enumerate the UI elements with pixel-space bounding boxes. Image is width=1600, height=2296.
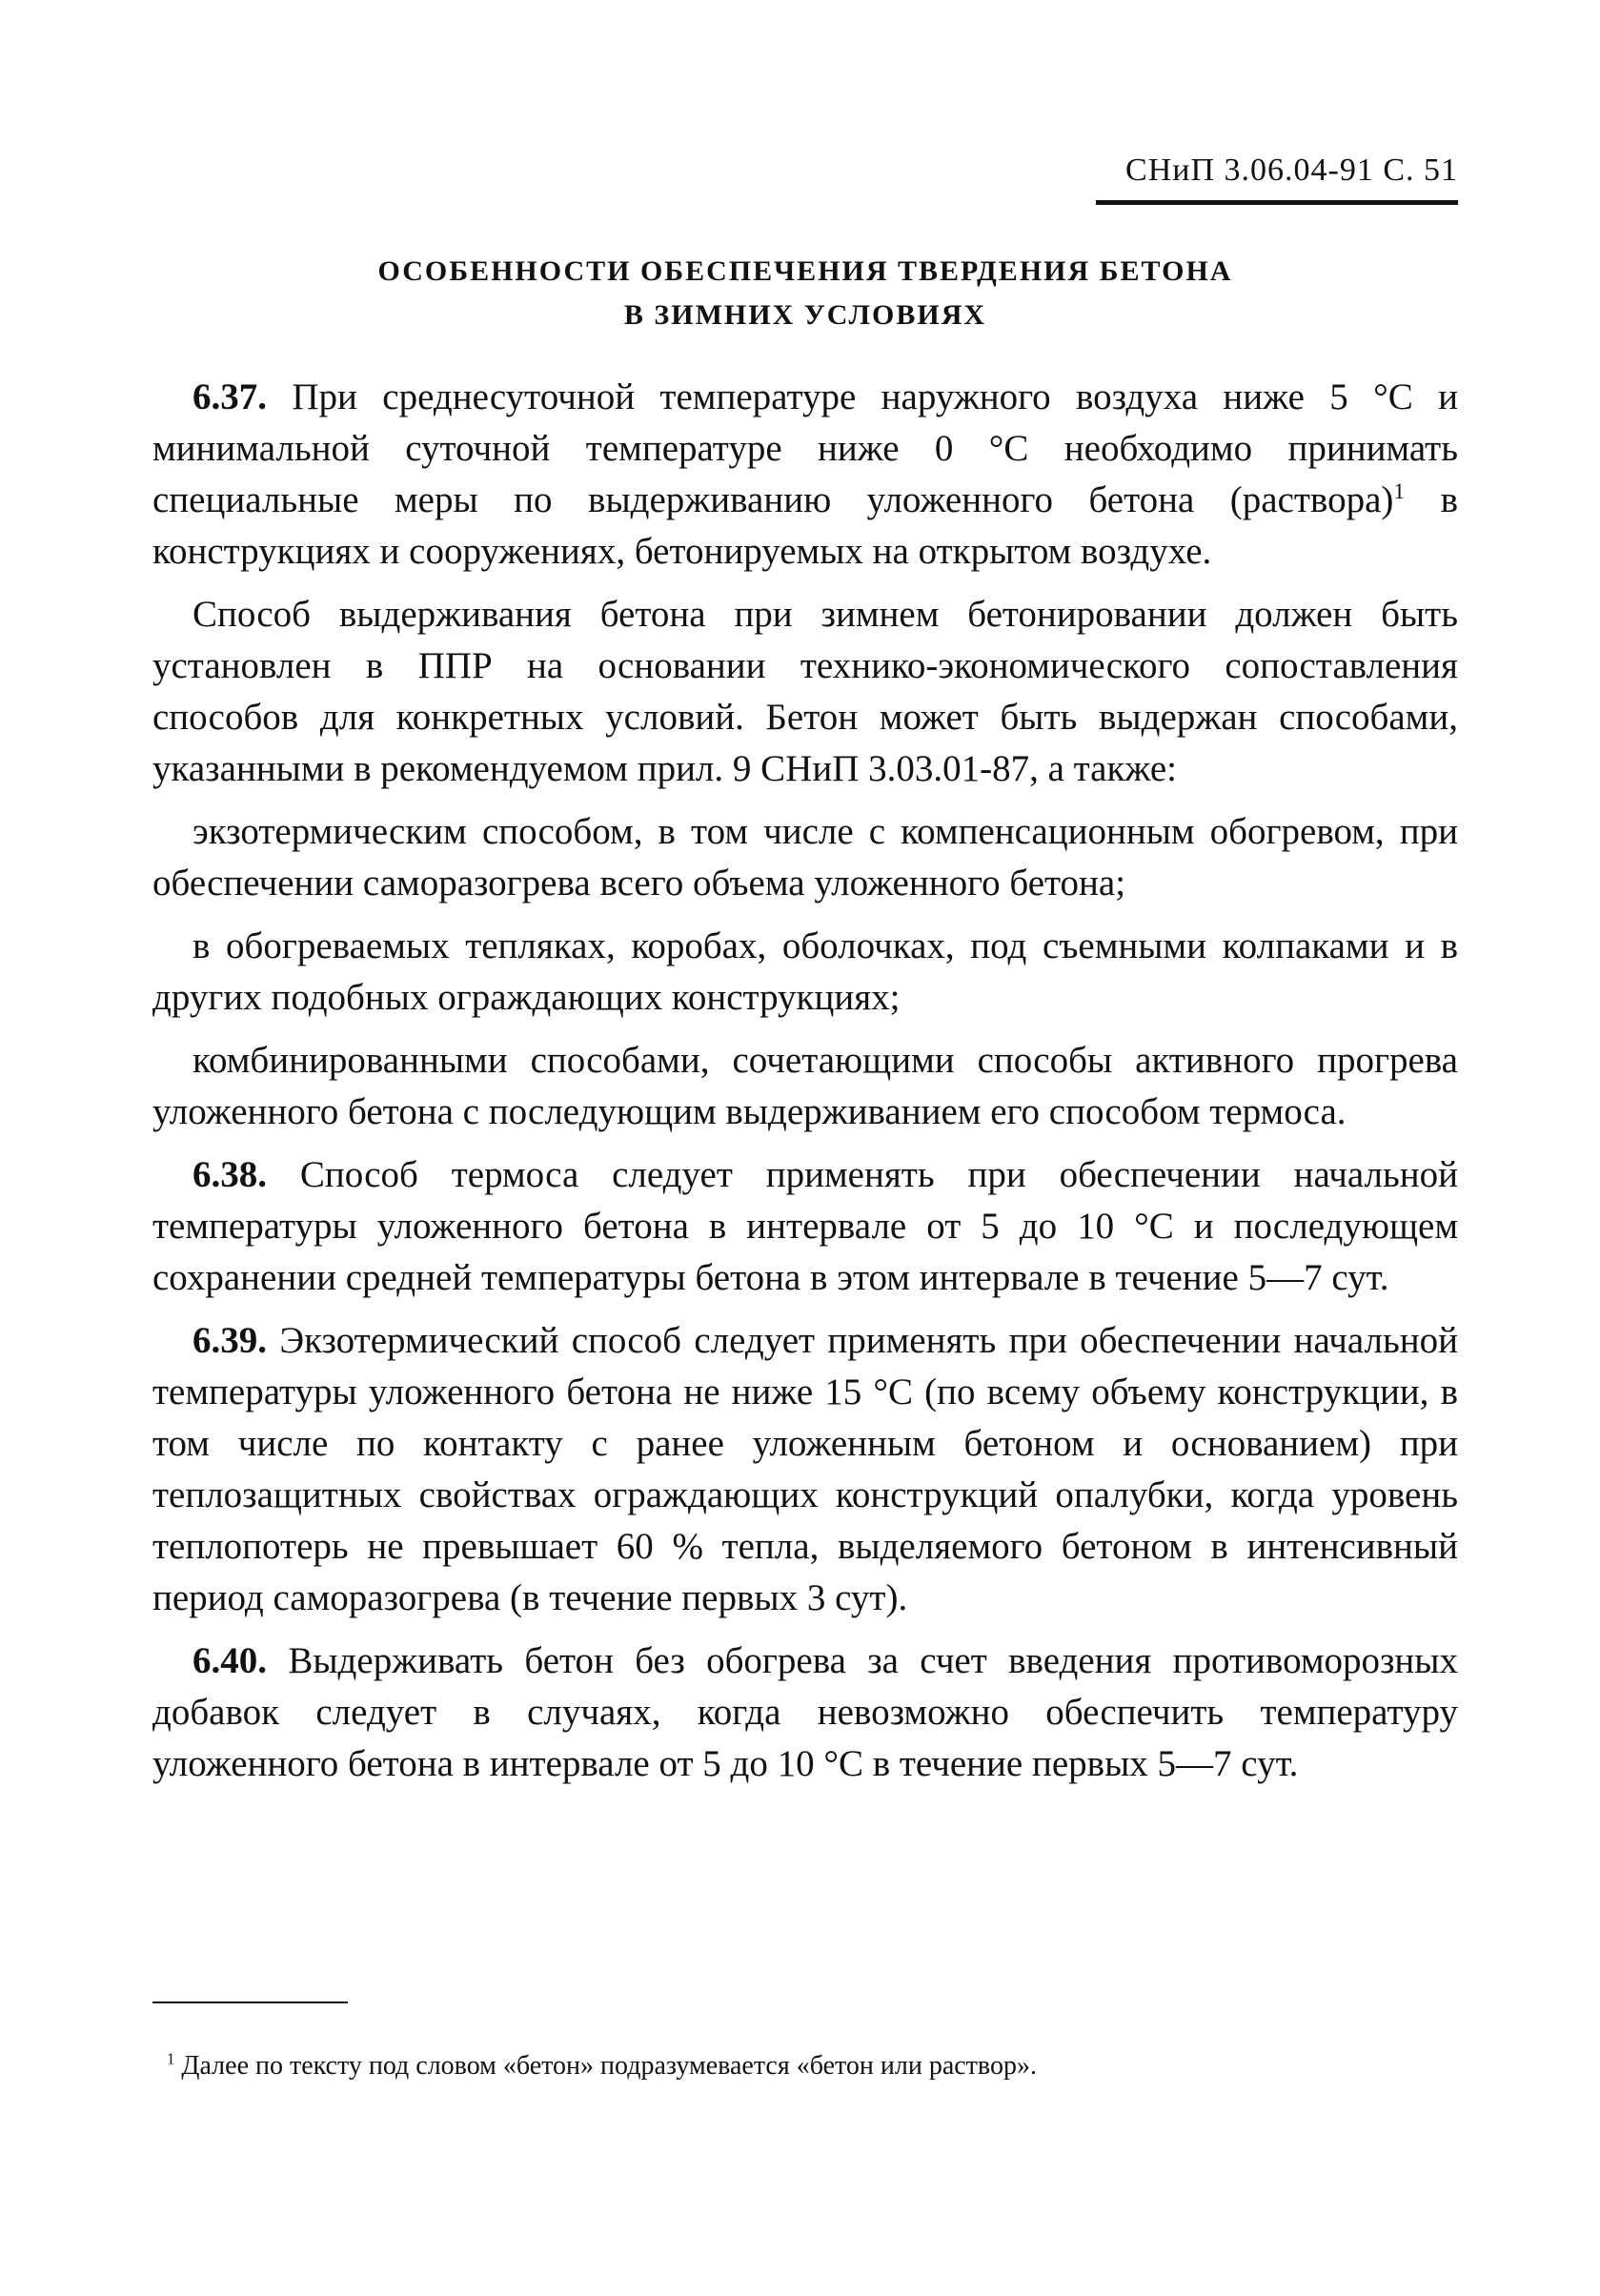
list-item-exothermic: экзотермическим способом, в том числе с компенсационным обогревом, при обеспечении саморазогрева всего объема уложенного бетона; — [152, 811, 1458, 904]
section-title-line-1: ОСОБЕННОСТИ ОБЕСПЕЧЕНИЯ ТВЕРДЕНИЯ БЕТОНА — [377, 255, 1233, 287]
paragraph-text: в конструкциях и сооружениях, бетонируемых на открытом воздухе. — [152, 479, 1458, 572]
clause-number: 6.37. — [192, 376, 267, 417]
paragraph-text: Выдерживать бетон без обогрева за счет введения противоморозных добавок следует в случаях, когда невозможно обеспечить температуру уложенного бетона в интервале от 5 до 10 °С в течение первых 5—7 сут. — [152, 1640, 1458, 1784]
list-item-combined-methods: комбинированными способами, сочетающими способы активного прогрева уложенного бетона с последующим выдерживанием его способом термоса. — [152, 1040, 1458, 1132]
header-rule — [1096, 200, 1458, 205]
paragraph-6-37-continued: Способ выдерживания бетона при зимнем бетонировании должен быть установлен в ППР на основании технико-экономического сопоставления способов для конкретных условий. Бетон может быть выдержан способами, указанными в рекомендуемом прил. 9 СНиП 3.03.01-87, а также: — [152, 594, 1458, 789]
footnote-marker: 1 — [167, 2049, 175, 2068]
list-item-heated-enclosures: в обогреваемых тепляках, коробах, оболочках, под съемными колпаками и в других подобных ограждающих конструкциях; — [152, 925, 1458, 1018]
document-body — [152, 372, 1458, 1801]
footnote-text: Далее по тексту под словом «бетон» подразумевается «бетон или раствор». — [174, 2051, 1037, 2081]
section-title — [152, 250, 1458, 337]
paragraph-6-38 — [152, 1149, 1458, 1304]
footnote-rule — [152, 2001, 348, 2003]
clause-number: 6.40. — [192, 1640, 267, 1681]
page-header: СНиП 3.06.04-91 С. 51 — [1125, 152, 1458, 188]
paragraph-text: Экзотермический способ следует применять при обеспечении начальной температуры уложенного бетона не ниже 15 °С (по всему объему конструкции, в том числе по контакту с ранее уложенным бетоном и основанием) при теплозащитных свойствах ограждающих конструкций опалубки, когда уровень теплопотерь не превышает 60 % тепла, выделяемого бетоном в интенсивный период саморазогрева (в течение первых 3 сут). — [152, 1320, 1458, 1618]
paragraph-text: Способ термоса следует применять при обеспечении начальной температуры уложенного бетона в интервале от 5 до 10 °С и последующем сохранении средней температуры бетона в этом интервале в течение 5—7 сут. — [152, 1154, 1458, 1298]
footnote-marker: 1 — [1393, 479, 1406, 504]
clause-number: 6.38. — [192, 1154, 267, 1195]
paragraph-text: При среднесуточной температуре наружного воздуха ниже 5 °С и минимальной суточной температуре ниже 0 °С необходимо принимать специальные меры по выдерживанию уложенного бетона (раствора) — [152, 376, 1458, 520]
paragraph-6-40 — [152, 1636, 1458, 1790]
section-title-line-2: В ЗИМНИХ УСЛОВИЯХ — [623, 299, 987, 331]
clause-number: 6.39. — [192, 1320, 267, 1361]
footnote — [167, 2049, 1444, 2083]
paragraph-6-39 — [152, 1315, 1458, 1624]
paragraph-6-37 — [152, 372, 1458, 578]
